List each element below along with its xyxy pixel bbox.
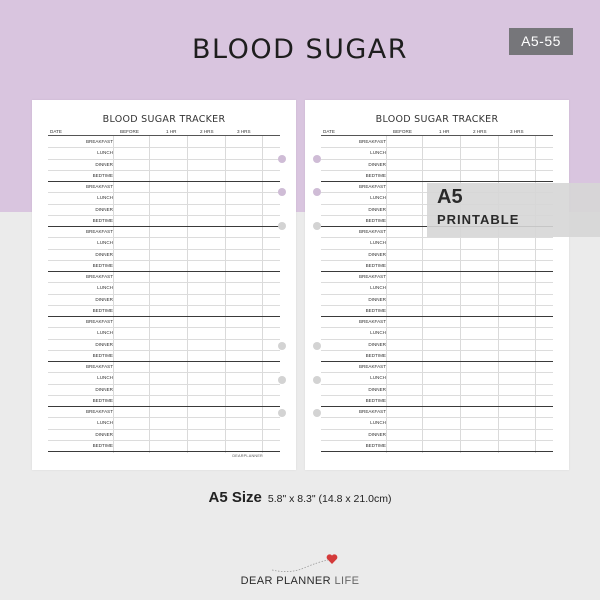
table-row	[48, 373, 280, 384]
column-header: 3 HRS	[237, 129, 251, 134]
table-row	[48, 351, 280, 362]
row-label: BEDTIME	[92, 172, 113, 178]
row-label: BEDTIME	[365, 262, 386, 268]
row-label: LUNCH	[370, 375, 386, 381]
table-row	[48, 317, 280, 328]
table-row	[48, 182, 280, 193]
table-row	[48, 441, 280, 452]
brand-name-suffix: LIFE	[334, 575, 360, 587]
table-row	[321, 295, 553, 306]
row-label: LUNCH	[370, 420, 386, 426]
column-header: DATE	[50, 129, 62, 134]
row-label: BREAKFAST	[85, 364, 113, 369]
binder-hole	[278, 409, 286, 417]
table-row	[321, 430, 553, 441]
table-header	[48, 129, 280, 136]
table-row	[321, 160, 553, 171]
table-row	[48, 227, 280, 238]
size-info	[0, 489, 600, 507]
column-header: 3 HRS	[510, 129, 524, 134]
table-row	[321, 362, 553, 373]
column-header: 1 HR	[166, 129, 177, 134]
row-label: BEDTIME	[92, 352, 113, 358]
brand-name: DEAR PLANNER	[240, 575, 332, 587]
row-label: BEDTIME	[365, 397, 386, 403]
row-label: BEDTIME	[365, 217, 386, 223]
binder-hole	[313, 188, 321, 196]
table-row	[321, 137, 553, 148]
product-title: BLOOD SUGAR	[191, 34, 409, 65]
row-label: BEDTIME	[365, 352, 386, 358]
table-row	[48, 362, 280, 373]
planner-page-left	[32, 100, 296, 470]
row-label: BEDTIME	[365, 442, 386, 448]
table-row	[48, 148, 280, 159]
table-row	[48, 430, 280, 441]
row-label: BEDTIME	[92, 307, 113, 313]
brand-logo	[0, 575, 600, 587]
table-row	[321, 261, 553, 272]
row-label: LUNCH	[97, 420, 113, 426]
row-label: LUNCH	[97, 330, 113, 336]
binder-hole	[278, 376, 286, 384]
table-row	[321, 351, 553, 362]
binder-hole	[313, 222, 321, 230]
binder-hole	[278, 188, 286, 196]
row-label: BREAKFAST	[85, 229, 113, 234]
binder-hole	[278, 342, 286, 350]
row-label: DINNER	[368, 296, 386, 302]
row-label: LUNCH	[370, 240, 386, 246]
row-label: DINNER	[368, 161, 386, 167]
size-label: A5 Size	[208, 489, 262, 506]
row-label: LUNCH	[97, 150, 113, 156]
heart-trail-icon	[270, 556, 332, 574]
row-label: DINNER	[95, 161, 113, 167]
printable-size-code: A5	[437, 186, 463, 208]
table-row	[321, 148, 553, 159]
table-row	[48, 396, 280, 407]
row-label: LUNCH	[370, 150, 386, 156]
table-row	[321, 328, 553, 339]
column-header: BEFORE	[120, 129, 139, 134]
product-code-badge: A5-55	[509, 28, 573, 55]
binder-hole	[278, 222, 286, 230]
row-label: BREAKFAST	[85, 409, 113, 414]
row-label: BREAKFAST	[358, 139, 386, 144]
row-label: LUNCH	[97, 375, 113, 381]
table-row	[48, 193, 280, 204]
table-row	[321, 250, 553, 261]
row-label: DINNER	[368, 251, 386, 257]
table-row	[321, 396, 553, 407]
table-row	[48, 160, 280, 171]
row-label: BEDTIME	[92, 262, 113, 268]
row-label: DINNER	[95, 206, 113, 212]
row-label: LUNCH	[370, 285, 386, 291]
table-row	[321, 171, 553, 182]
column-header: 1 HR	[439, 129, 450, 134]
binder-hole	[313, 155, 321, 163]
column-header: 2 HRS	[473, 129, 487, 134]
row-label: DINNER	[368, 341, 386, 347]
table-row	[48, 295, 280, 306]
table-row	[48, 328, 280, 339]
table-row	[321, 340, 553, 351]
column-header: 2 HRS	[200, 129, 214, 134]
binder-hole	[313, 409, 321, 417]
table-row	[48, 306, 280, 317]
table-row	[321, 238, 553, 249]
row-label: LUNCH	[97, 285, 113, 291]
binder-hole	[278, 155, 286, 163]
row-label: LUNCH	[97, 195, 113, 201]
row-label: BEDTIME	[92, 442, 113, 448]
row-label: BEDTIME	[92, 397, 113, 403]
table-row	[321, 407, 553, 418]
row-label: BREAKFAST	[358, 364, 386, 369]
binder-hole	[313, 342, 321, 350]
row-label: BREAKFAST	[85, 184, 113, 189]
row-label: DINNER	[95, 431, 113, 437]
table-row	[321, 385, 553, 396]
row-label: BREAKFAST	[358, 229, 386, 234]
table-row	[48, 272, 280, 283]
table-row	[48, 340, 280, 351]
table-header	[321, 129, 553, 136]
table-row	[321, 306, 553, 317]
row-label: BREAKFAST	[358, 274, 386, 279]
row-label: DINNER	[95, 341, 113, 347]
row-label: DINNER	[368, 431, 386, 437]
table-row	[48, 261, 280, 272]
size-dimensions: 5.8" x 8.3" (14.8 x 21.0cm)	[267, 493, 392, 505]
table-row	[321, 283, 553, 294]
heart-icon	[326, 553, 338, 565]
row-label: DINNER	[368, 206, 386, 212]
column-header: BEFORE	[393, 129, 412, 134]
table-row	[321, 272, 553, 283]
row-label: BREAKFAST	[85, 139, 113, 144]
row-label: LUNCH	[370, 330, 386, 336]
table-row	[48, 238, 280, 249]
row-label: DINNER	[368, 386, 386, 392]
table-row	[321, 317, 553, 328]
table-row	[48, 250, 280, 261]
table-row	[48, 216, 280, 227]
sheet-title: BLOOD SUGAR TRACKER	[375, 114, 499, 125]
table-row	[48, 137, 280, 148]
row-label: BEDTIME	[92, 217, 113, 223]
table-row	[321, 418, 553, 429]
row-label: BEDTIME	[365, 307, 386, 313]
table-row	[48, 205, 280, 216]
table-row	[48, 385, 280, 396]
table-row	[48, 407, 280, 418]
row-label: BREAKFAST	[85, 274, 113, 279]
row-label: BREAKFAST	[358, 319, 386, 324]
planner-page-right	[305, 100, 569, 470]
row-label: BEDTIME	[365, 172, 386, 178]
sheet-title: BLOOD SUGAR TRACKER	[102, 114, 226, 125]
row-label: DINNER	[95, 386, 113, 392]
tracker-table	[321, 129, 553, 453]
table-row	[48, 171, 280, 182]
printable-label: PRINTABLE	[437, 212, 520, 227]
row-label: BREAKFAST	[85, 319, 113, 324]
binder-hole	[313, 376, 321, 384]
row-label: BREAKFAST	[358, 184, 386, 189]
table-row	[48, 418, 280, 429]
sheet-footer-brand: DEARPLANNER	[232, 454, 263, 458]
table-row	[321, 373, 553, 384]
row-label: BREAKFAST	[358, 409, 386, 414]
table-row	[48, 283, 280, 294]
row-label: DINNER	[95, 296, 113, 302]
tracker-table	[48, 129, 280, 453]
row-label: LUNCH	[370, 195, 386, 201]
table-row	[321, 441, 553, 452]
row-label: DINNER	[95, 251, 113, 257]
column-header: DATE	[323, 129, 335, 134]
row-label: LUNCH	[97, 240, 113, 246]
